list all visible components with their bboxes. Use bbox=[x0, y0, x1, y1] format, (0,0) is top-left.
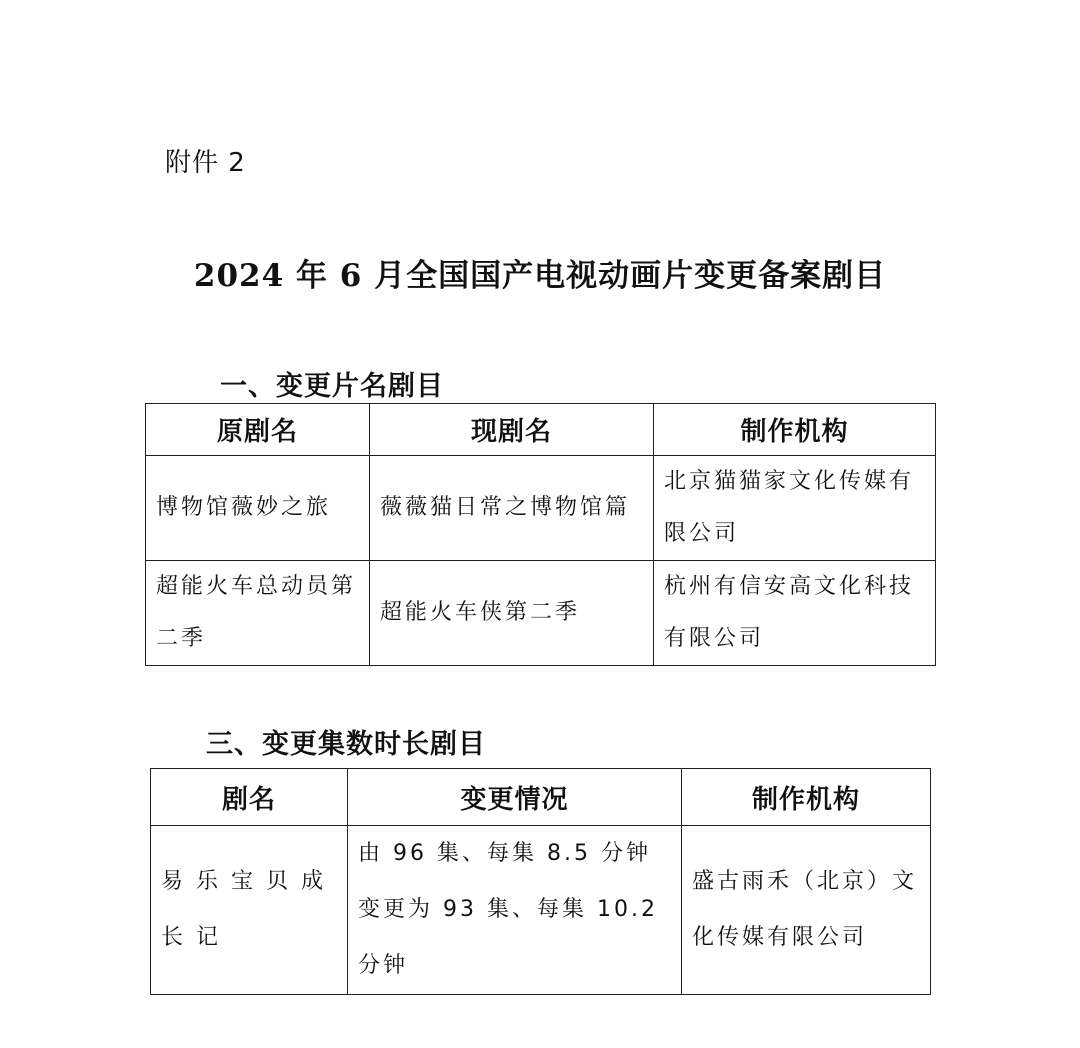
section3-heading: 三、变更集数时长剧目 bbox=[206, 729, 486, 760]
column-header-producer: 制作机构 bbox=[682, 769, 931, 826]
episode-change-table bbox=[150, 768, 931, 995]
table-header-row bbox=[151, 769, 931, 826]
table-row bbox=[146, 561, 936, 666]
producer-cell: 北京猫猫家文化传媒有限公司 bbox=[654, 456, 936, 561]
column-header-original-name: 原剧名 bbox=[146, 404, 370, 456]
title-change-table bbox=[145, 403, 936, 666]
annex-label: 附件 2 bbox=[165, 148, 246, 178]
change-cell: 由 96 集、每集 8.5 分钟变更为 93 集、每集 10.2 分钟 bbox=[348, 826, 682, 995]
original-name-cell: 超能火车总动员第二季 bbox=[146, 561, 370, 666]
table-row bbox=[146, 456, 936, 561]
section1-heading: 一、变更片名剧目 bbox=[220, 371, 444, 402]
column-header-change: 变更情况 bbox=[348, 769, 682, 826]
column-header-producer: 制作机构 bbox=[654, 404, 936, 456]
table-row bbox=[151, 826, 931, 995]
producer-cell: 盛古雨禾（北京）文化传媒有限公司 bbox=[682, 826, 931, 995]
table-header-row bbox=[146, 404, 936, 456]
producer-cell: 杭州有信安高文化科技有限公司 bbox=[654, 561, 936, 666]
original-name-cell: 博物馆薇妙之旅 bbox=[146, 456, 370, 561]
current-name-cell: 薇薇猫日常之博物馆篇 bbox=[370, 456, 654, 561]
current-name-cell: 超能火车侠第二季 bbox=[370, 561, 654, 666]
document-title: 2024 年 6 月全国国产电视动画片变更备案剧目 bbox=[193, 258, 887, 294]
title-cell: 易 乐 宝 贝 成 长 记 bbox=[151, 826, 348, 995]
column-header-title: 剧名 bbox=[151, 769, 348, 826]
column-header-current-name: 现剧名 bbox=[370, 404, 654, 456]
